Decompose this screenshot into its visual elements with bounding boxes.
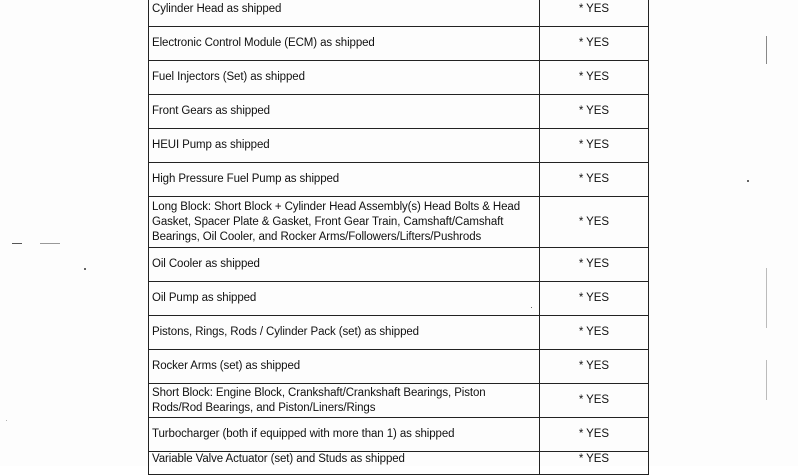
table-row bbox=[149, 163, 649, 197]
part-description: Variable Valve Actuator (set) and Studs as shipped bbox=[149, 452, 540, 475]
coverage-value: * YES bbox=[539, 282, 648, 316]
scan-artifact bbox=[766, 36, 767, 64]
part-description: Short Block: Engine Block, Crankshaft/Crankshaft Bearings, Piston Rods/Rod Bearings, and Piston/Liners/Rings bbox=[149, 384, 540, 418]
scan-artifact bbox=[12, 243, 22, 244]
table-row bbox=[149, 27, 649, 61]
scan-artifact bbox=[40, 243, 60, 244]
coverage-value: * YES bbox=[539, 452, 648, 475]
table-row bbox=[149, 0, 649, 27]
table-row bbox=[149, 452, 649, 475]
table-row bbox=[149, 282, 649, 316]
table-row bbox=[149, 129, 649, 163]
part-description: Fuel Injectors (Set) as shipped bbox=[149, 61, 540, 95]
part-description: Front Gears as shipped bbox=[149, 95, 540, 129]
coverage-value: * YES bbox=[539, 163, 648, 197]
table-row bbox=[149, 350, 649, 384]
scan-artifact bbox=[747, 180, 749, 182]
scan-artifact bbox=[6, 420, 7, 421]
table-row bbox=[149, 248, 649, 282]
part-description: Cylinder Head as shipped bbox=[149, 0, 540, 27]
table-row bbox=[149, 197, 649, 248]
coverage-value: * YES bbox=[539, 0, 648, 27]
part-description: HEUI Pump as shipped bbox=[149, 129, 540, 163]
part-description: Turbocharger (both if equipped with more than 1) as shipped bbox=[149, 418, 540, 452]
part-description: Electronic Control Module (ECM) as shipped bbox=[149, 27, 540, 61]
table-row bbox=[149, 61, 649, 95]
part-description: Rocker Arms (set) as shipped bbox=[149, 350, 540, 384]
coverage-value: * YES bbox=[539, 61, 648, 95]
coverage-value: * YES bbox=[539, 316, 648, 350]
part-description: Oil Cooler as shipped bbox=[149, 248, 540, 282]
part-description: Long Block: Short Block + Cylinder Head Assembly(s) Head Bolts & Head Gasket, Spacer Plate & Gasket, Front Gear Train, Camshaft/Camshaft Bearings, Oil Cooler, and Rocker Arms/Followers/Lifters/Pushrods bbox=[149, 197, 540, 248]
coverage-value: * YES bbox=[539, 350, 648, 384]
scan-artifact bbox=[766, 268, 767, 328]
scan-artifact bbox=[531, 307, 532, 308]
part-description: Oil Pump as shipped bbox=[149, 282, 540, 316]
coverage-value: * YES bbox=[539, 197, 648, 248]
table-row bbox=[149, 418, 649, 452]
part-description: High Pressure Fuel Pump as shipped bbox=[149, 163, 540, 197]
coverage-value: * YES bbox=[539, 129, 648, 163]
scan-artifact bbox=[84, 268, 86, 270]
table-row bbox=[149, 384, 649, 418]
coverage-value: * YES bbox=[539, 95, 648, 129]
part-description: Pistons, Rings, Rods / Cylinder Pack (set) as shipped bbox=[149, 316, 540, 350]
scan-artifact bbox=[766, 360, 767, 400]
coverage-value: * YES bbox=[539, 384, 648, 418]
table-row bbox=[149, 95, 649, 129]
coverage-value: * YES bbox=[539, 27, 648, 61]
coverage-value: * YES bbox=[539, 418, 648, 452]
coverage-value: * YES bbox=[539, 248, 648, 282]
covered-parts-table bbox=[148, 0, 649, 475]
table-row bbox=[149, 316, 649, 350]
